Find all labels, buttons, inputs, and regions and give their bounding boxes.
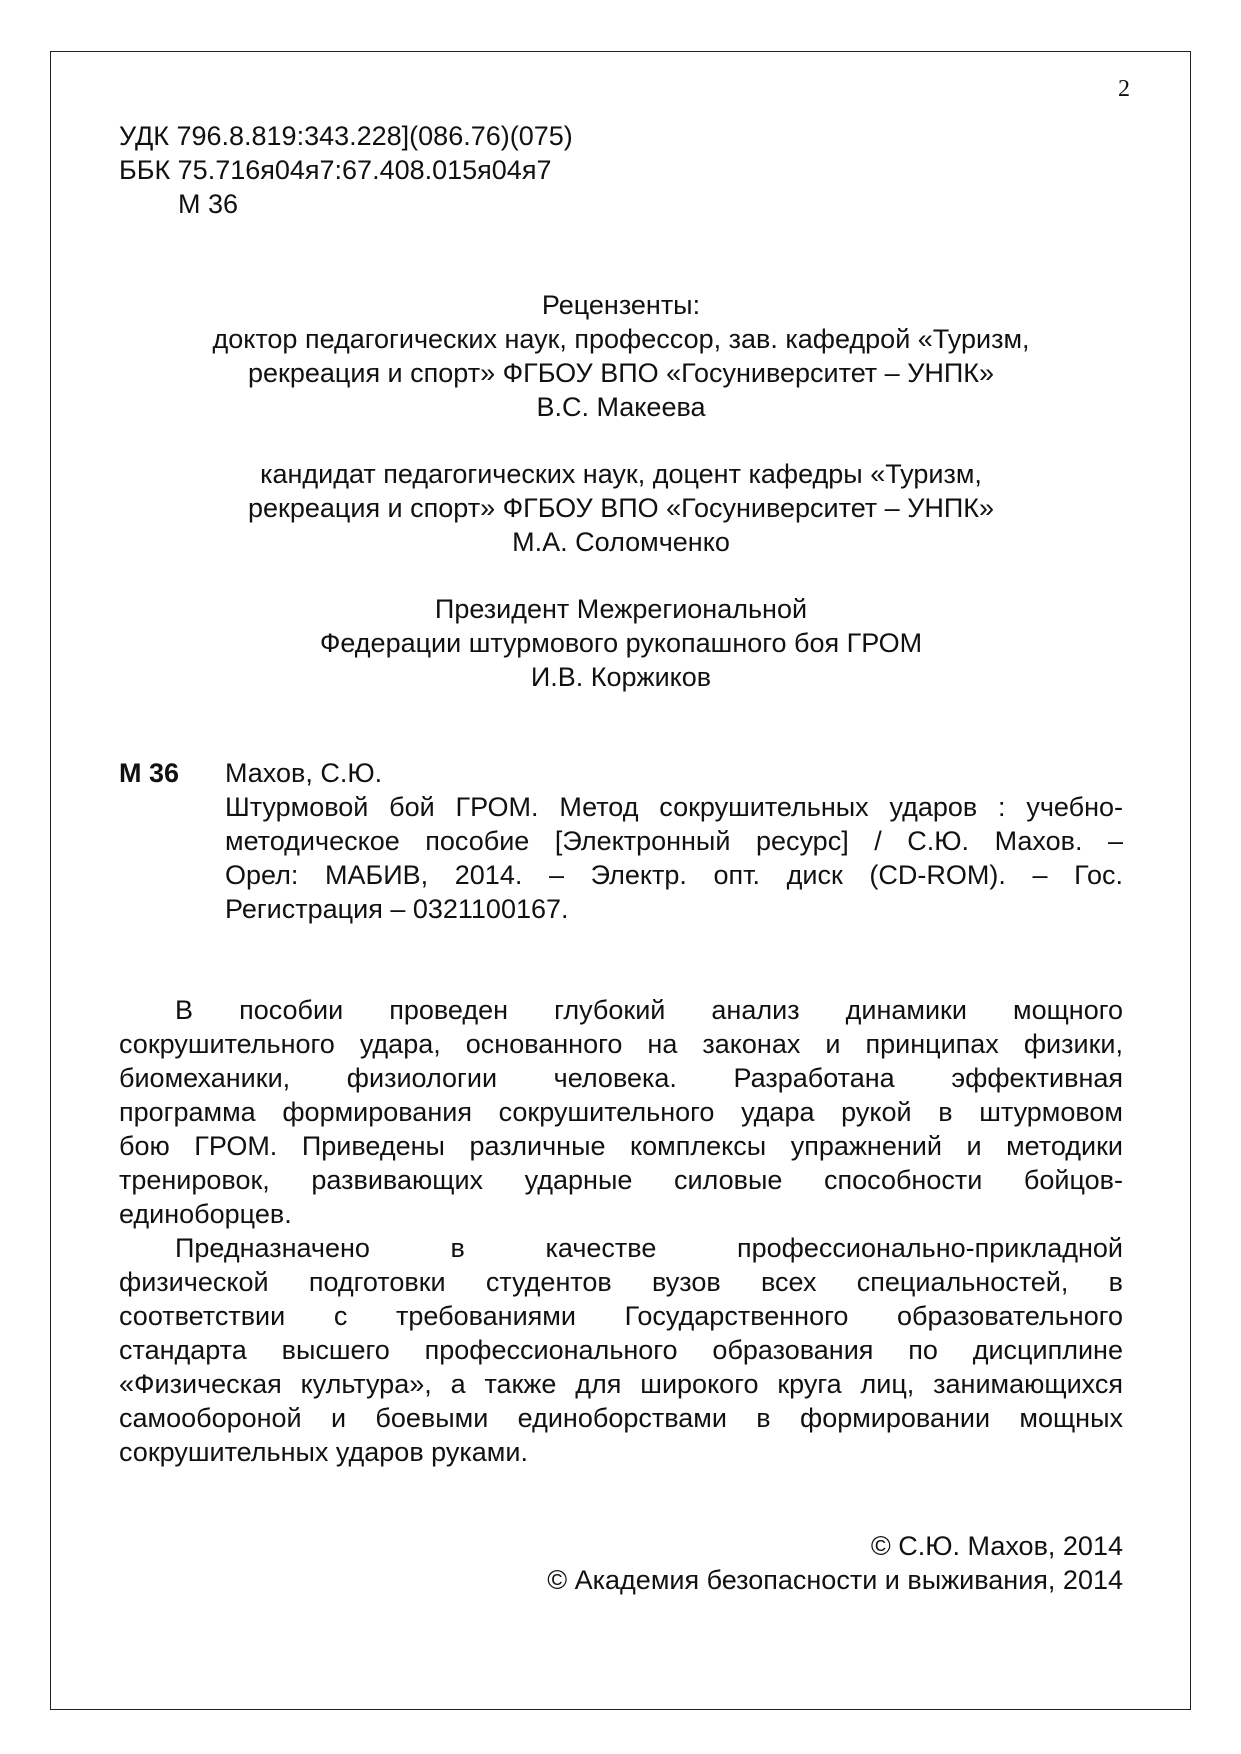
reviewer-block <box>119 592 1123 694</box>
reviewer-name: В.С. Макеева <box>536 392 706 422</box>
biblio-description <box>225 790 1123 926</box>
reviewer-block <box>119 457 1123 559</box>
copyright-author: © С.Ю. Махов, 2014 <box>870 1531 1123 1561</box>
biblio-line: методическое пособие [Электронный ресурс] / С.Ю. Махов. – <box>225 826 1123 856</box>
abstract-line: В пособии проведен глубокий анализ динамики мощного <box>175 995 1123 1025</box>
reviewer-block <box>119 322 1123 424</box>
reviewer-name: И.В. Коржиков <box>530 662 712 692</box>
abstract-line: соответствии с требованиями Государственного образовательного <box>119 1301 1123 1331</box>
biblio-code: М 36 <box>119 758 180 788</box>
reviewer-position-line: рекреация и спорт» ФГБОУ ВПО «Госуниверситет – УНПК» <box>248 493 994 523</box>
abstract <box>119 993 1123 1469</box>
abstract-line: тренировок, развивающих ударные силовые способности бойцов- <box>119 1165 1123 1195</box>
reviewer-name: М.А. Соломченко <box>512 527 730 557</box>
abstract-line: «Физическая культура», а также для широкого круга лиц, занимающихся <box>119 1369 1123 1399</box>
author-mark: М 36 <box>178 189 239 219</box>
abstract-line: биомеханики, физиологии человека. Разработана эффективная <box>119 1063 1123 1093</box>
abstract-line: стандарта высшего профессионального образования по дисциплине <box>119 1335 1123 1365</box>
abstract-line: физической подготовки студентов вузов всех специальностей, в <box>119 1267 1123 1297</box>
abstract-line: бою ГРОМ. Приведены различные комплексы упражнений и методики <box>119 1131 1123 1161</box>
abstract-line: сокрушительных ударов руками. <box>119 1437 528 1467</box>
biblio-line: Регистрация – 0321100167. <box>225 894 569 924</box>
reviewer-position-line: Президент Межрегиональной <box>434 594 808 624</box>
bbk-code: ББК 75.716я04я7:67.408.015я04я7 <box>119 155 552 185</box>
abstract-line: программа формирования сокрушительного удара рукой в штурмовом <box>119 1097 1123 1127</box>
reviewer-position-line: доктор педагогических наук, профессор, зав. кафедрой «Туризм, <box>212 324 1030 354</box>
biblio-line: Штурмовой бой ГРОМ. Метод сокрушительных ударов : учебно- <box>225 792 1123 822</box>
copyright-publisher: © Академия безопасности и выживания, 2014 <box>547 1565 1123 1595</box>
reviewer-position-line: Федерации штурмового рукопашного боя ГРОМ <box>319 628 923 658</box>
reviewers-section <box>119 288 1123 727</box>
abstract-paragraph-2 <box>119 1231 1123 1469</box>
abstract-line: Предназначено в качестве профессионально-прикладной <box>175 1233 1123 1263</box>
reviewers-heading: Рецензенты: <box>541 290 701 320</box>
reviewer-position-line: кандидат педагогических наук, доцент кафедры «Туризм, <box>260 459 982 489</box>
biblio-line: Орел: МАБИВ, 2014. – Электр. опт. диск (CD-ROM). – Гос. <box>225 860 1123 890</box>
copyright-block <box>547 1529 1123 1597</box>
page-number: 2 <box>1118 76 1130 102</box>
abstract-line: самообороной и боевыми единоборствами в формировании мощных <box>119 1403 1123 1433</box>
abstract-line: единоборцев. <box>119 1199 292 1229</box>
udk-code: УДК 796.8.819:343.228](086.76)(075) <box>119 121 573 151</box>
classification-codes <box>119 119 573 221</box>
biblio-author: Махов, С.Ю. <box>225 758 383 788</box>
reviewer-position-line: рекреация и спорт» ФГБОУ ВПО «Госуниверситет – УНПК» <box>248 358 994 388</box>
abstract-paragraph-1 <box>119 993 1123 1231</box>
abstract-line: сокрушительного удара, основанного на законах и принципах физики, <box>119 1029 1123 1059</box>
